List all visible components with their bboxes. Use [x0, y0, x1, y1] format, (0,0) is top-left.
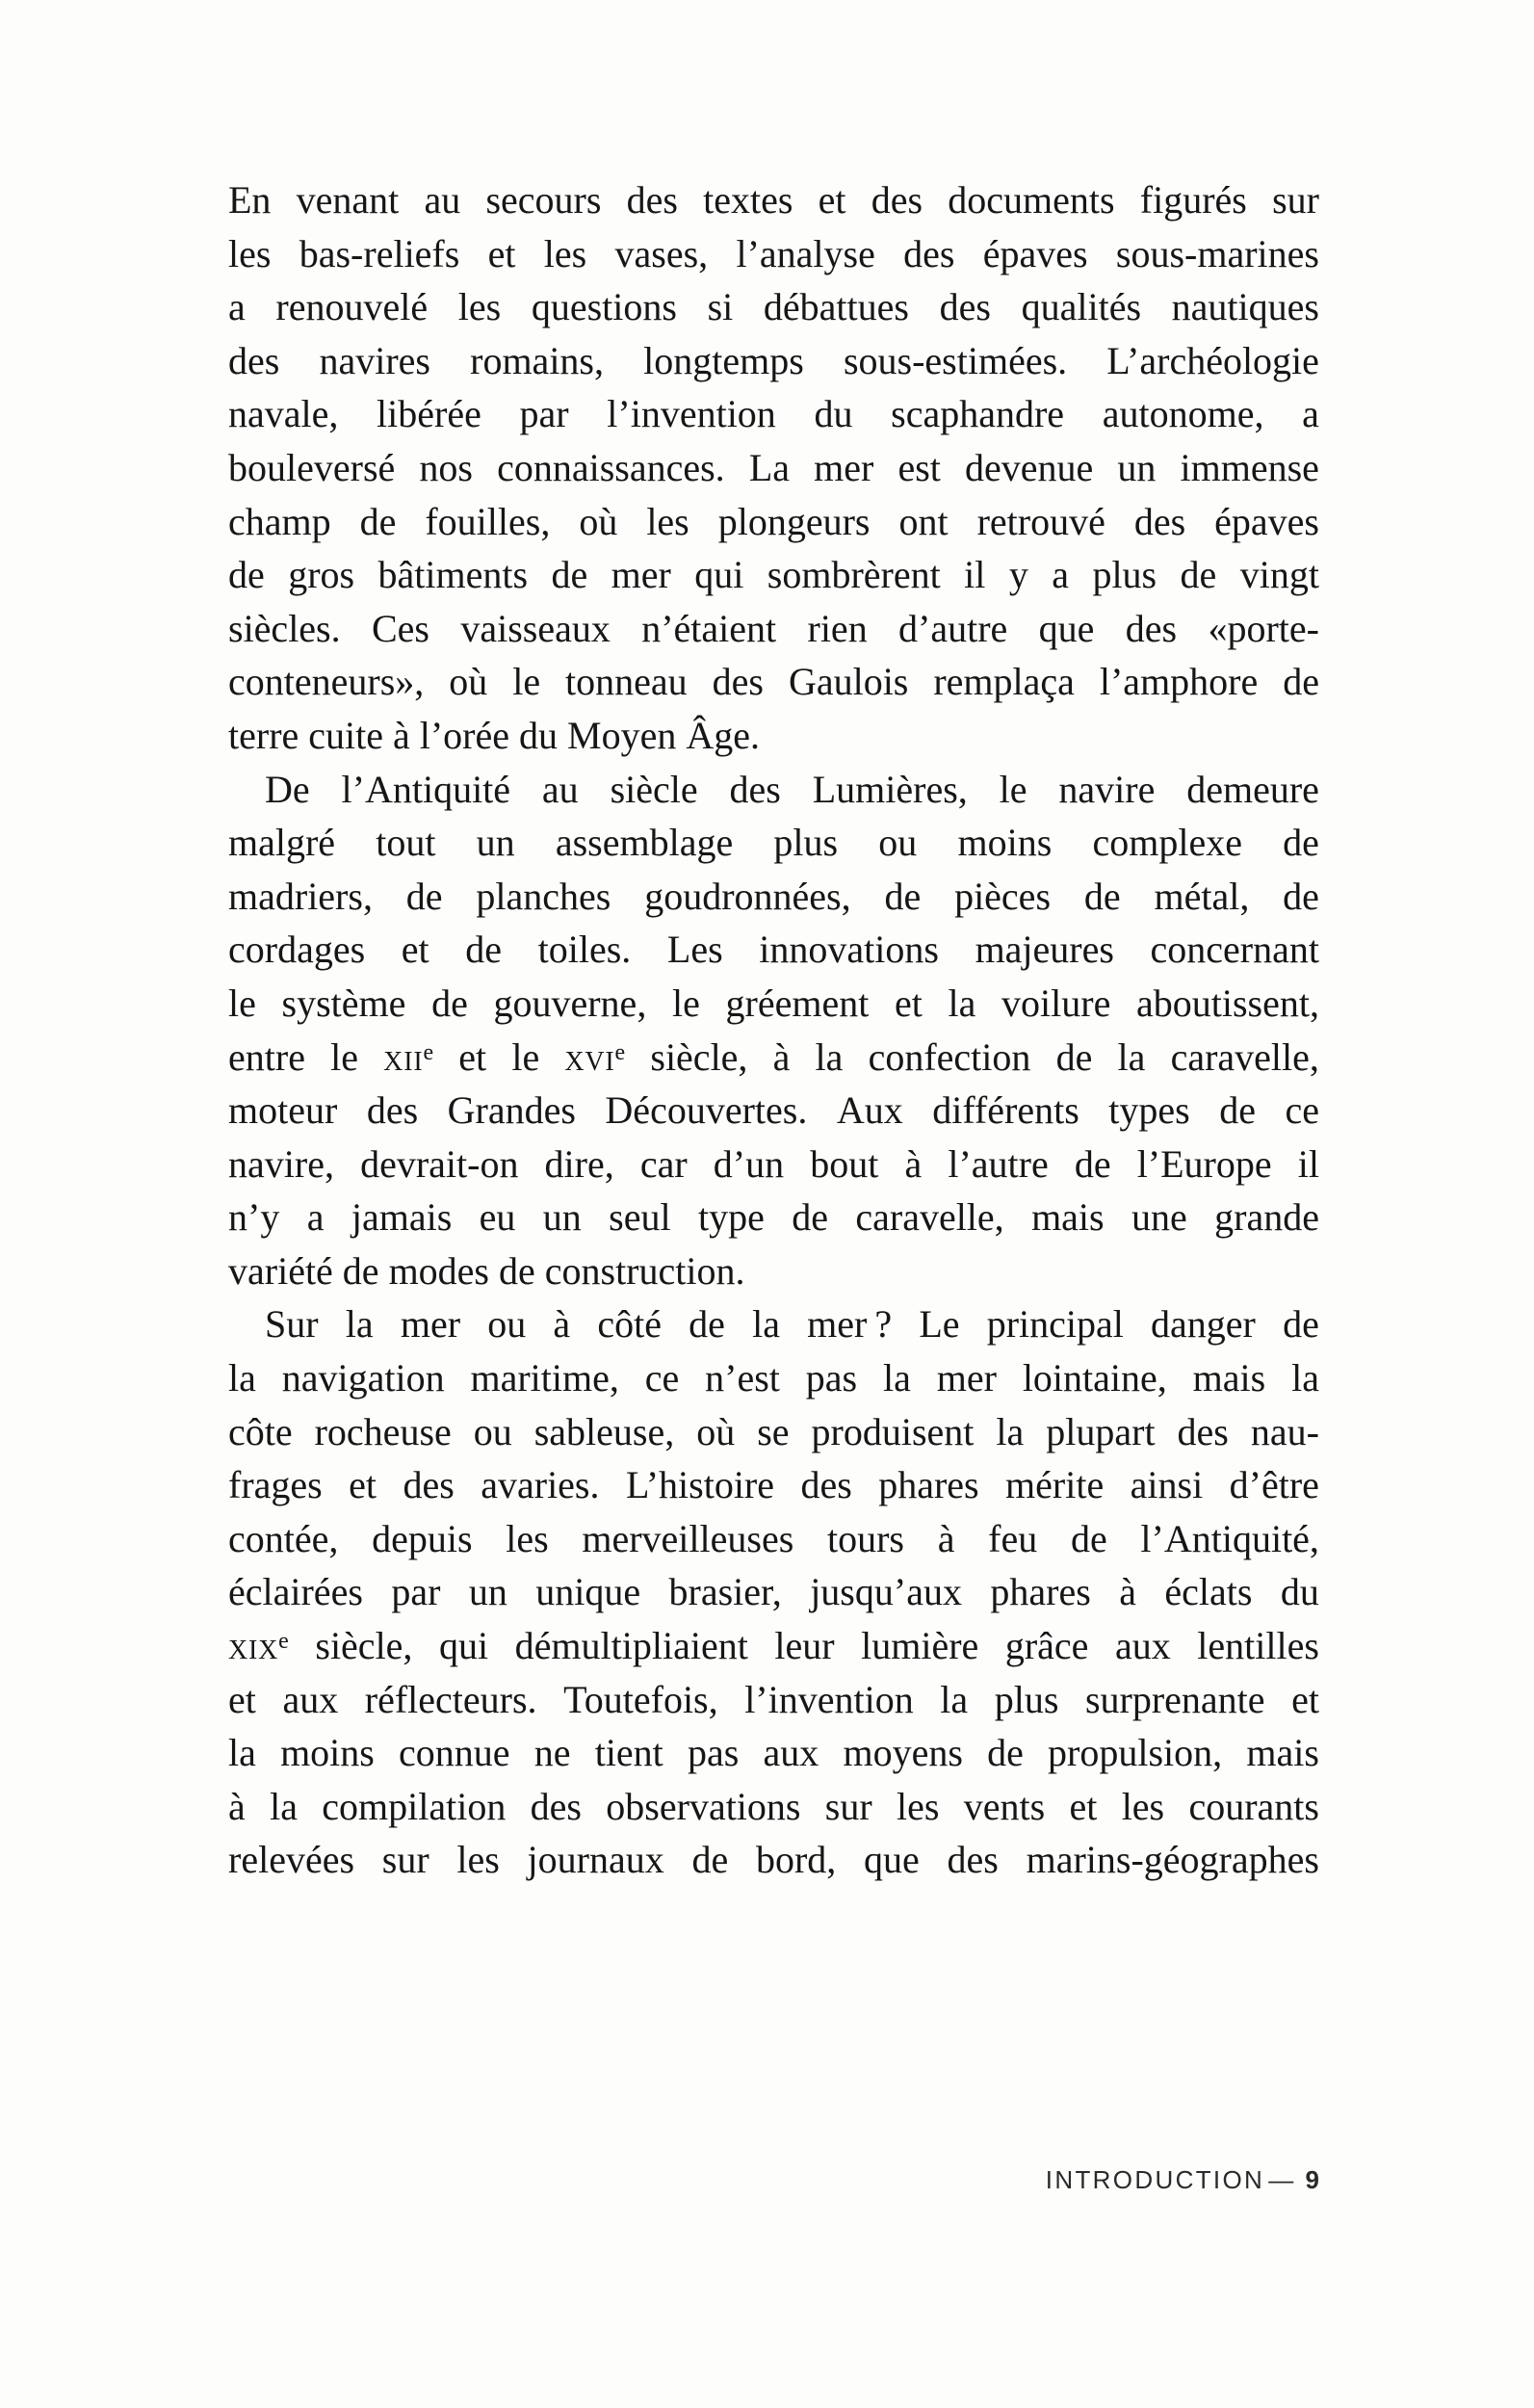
text-line: éclairées par un unique brasier, jusqu’aux phares à éclats du — [228, 1570, 1319, 1614]
text-line: des navires romains, longtemps sous-estimées. L’archéologie — [228, 338, 1319, 382]
text-line: variété de modes de construction. — [228, 1248, 745, 1293]
paragraph-2 — [228, 763, 1319, 1298]
text-line: siècles. Ces vaisseaux n’étaient rien d’autre que des «porte- — [228, 606, 1319, 650]
text-line: relevées sur les journaux de bord, que des marins-géographes — [228, 1838, 1319, 1882]
text-line: cordages et de toiles. Les innovations majeures concernant — [228, 928, 1319, 972]
text-line: malgré tout un assemblage plus ou moins complexe de — [228, 821, 1319, 865]
text-line: moteur des Grandes Découvertes. Aux différents types de ce — [228, 1088, 1319, 1133]
text-line: De l’Antiquité au siècle des Lumières, le navire demeure — [265, 767, 1319, 811]
text-line: terre cuite à l’orée du Moyen Âge. — [228, 713, 760, 757]
text-line: navale, libérée par l’invention du scaphandre autonome, a — [228, 392, 1319, 436]
running-head: INTRODUCTION — [1045, 2165, 1265, 2194]
page-text-block — [228, 173, 1319, 1887]
footer-separator: — — [1268, 2165, 1296, 2194]
text-line: entre le xii$^e$ et le xvi$^e$ siècle, à la confection de la caravelle, — [228, 1034, 1319, 1079]
text-line: bouleversé nos connaissances. La mer est devenue un immense — [228, 445, 1319, 489]
page-number: 9 — [1305, 2165, 1319, 2194]
text-line: la navigation maritime, ce n’est pas la mer lointaine, mais la — [228, 1356, 1319, 1400]
century-numeral: xix — [228, 1624, 279, 1668]
text-line: champ de fouilles, où les plongeurs ont retrouvé des épaves — [228, 499, 1319, 543]
text-line: et aux réflecteurs. Toutefois, l’invention la plus surprenante et — [228, 1677, 1319, 1721]
text-line: a renouvelé les questions si débattues des qualités nautiques — [228, 285, 1319, 329]
century-numeral: xvi — [564, 1034, 615, 1079]
text-line: à la compilation des observations sur les vents et les courants — [228, 1784, 1319, 1828]
text-line: de gros bâtiments de mer qui sombrèrent il y a plus de vingt — [228, 553, 1319, 597]
century-numeral: xii — [383, 1034, 424, 1079]
text-line: le système de gouverne, le gréement et la voilure aboutissent, — [228, 981, 1319, 1025]
paragraph-3 — [228, 1297, 1319, 1887]
text-line: n’y a jamais eu un seul type de caravelle, mais une grande — [228, 1195, 1319, 1240]
text-line: En venant au secours des textes et des documents figurés sur — [228, 178, 1319, 222]
text-line: conteneurs», où le tonneau des Gaulois remplaça l’amphore de — [228, 660, 1319, 704]
paragraph-1 — [228, 173, 1319, 763]
page-footer — [228, 2165, 1319, 2195]
text-line: les bas-reliefs et les vases, l’analyse des épaves sous-marines — [228, 231, 1319, 275]
text-line: côte rocheuse ou sableuse, où se produisent la plupart des nau- — [228, 1409, 1319, 1453]
text-line: xix$^e$ siècle, qui démultipliaient leur lumière grâce aux lentilles — [228, 1624, 1319, 1668]
text-line: frages et des avaries. L’histoire des phares mérite ainsi d’être — [228, 1463, 1319, 1507]
text-line: la moins connue ne tient pas aux moyens de propulsion, mais — [228, 1731, 1319, 1775]
text-line: Sur la mer ou à côté de la mer ? Le principal danger de — [265, 1302, 1319, 1347]
text-line: navire, devrait-on dire, car d’un bout à l’autre de l’Europe il — [228, 1141, 1319, 1186]
text-line: contée, depuis les merveilleuses tours à feu de l’Antiquité, — [228, 1516, 1319, 1560]
text-line: madriers, de planches goudronnées, de pièces de métal, de — [228, 874, 1319, 918]
